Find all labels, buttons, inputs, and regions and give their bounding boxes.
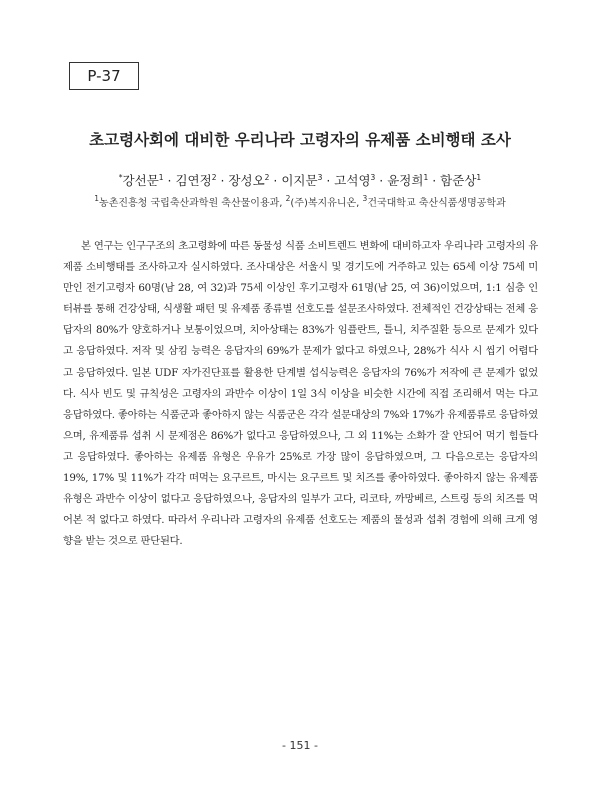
author-name: 강선문	[122, 173, 159, 188]
affiliation-number: 2	[285, 194, 291, 203]
author-name: 고석영	[334, 173, 371, 188]
author	[175, 173, 228, 188]
author	[334, 173, 387, 188]
author-separator: ·	[428, 173, 441, 188]
author-separator: ·	[163, 173, 176, 188]
author-name: 함준상	[440, 173, 477, 188]
corresponding-mark: *	[118, 173, 123, 182]
author	[387, 173, 440, 188]
author-affiliation-number: 3	[370, 173, 376, 182]
author-affiliation-number: 2	[264, 173, 270, 182]
author-affiliation-number: 3	[317, 173, 323, 182]
affiliation-text: 농촌진흥청 국립축산과학원 축산물이용과,	[99, 198, 286, 209]
author-separator: ·	[375, 173, 388, 188]
author	[119, 173, 176, 188]
page-number: - 151 -	[282, 739, 318, 752]
author-name: 김연정	[175, 173, 212, 188]
author	[440, 173, 481, 188]
author-separator: ·	[269, 173, 282, 188]
author-affiliation-number: 1	[423, 173, 429, 182]
author-affiliation-number: 1	[158, 173, 164, 182]
author	[228, 173, 281, 188]
paper-title: 초고령사회에 대비한 우리나라 고령자의 유제품 소비행태 조사	[89, 131, 511, 149]
affiliation	[285, 194, 363, 209]
author-name: 이지문	[281, 173, 318, 188]
author-affiliation-number: 2	[211, 173, 217, 182]
author-separator: ·	[216, 173, 229, 188]
author	[281, 173, 334, 188]
abstract-text: 본 연구는 인구구조의 초고령화에 따른 동물성 식품 소비트렌드 변화에 대비하고자 우리나라 고령자의 유제품 소비행태를 조사하고자 실시하였다. 조사대상은 서울시 및 경기도에 거주하고 있는 65세 이상 75세 미만인 전기고령자 60명(남 28, 여 32)과 75세 이상인 후기고령자 61명(남 25, 여 36)이었으며, 1:1 심층 인터뷰를 통해 건강상태, 식생활 패턴 및 유제품 종류별 선호도를 설문조사하였다. 전체적인 건강상태는 전체 응답자의 80%가 양호하거나 보통이었으며, 치아상태는 83%가 임플란트, 틀니, 치주질환 등으로 문제가 있다고 응답하였다. 저작 및 삼킴 능력은 응답자의 69%가 문제가 없다고 하였으나, 28%가 식사 시 씹기 어렵다고 응답하였다. 일본 UDF 자가진단표를 활용한 단계별 섭식능력은 응답자의 76%가 저작에 큰 문제가 없었다. 식사 빈도 및 규칙성은 고령자의 과반수 이상이 1일 3식 이상을 비슷한 시간에 직접 조리해서 먹는 다고 응답하였다. 좋아하는 식품군과 좋아하지 않는 식품군은 각각 설문대상의 7%와 17%가 유제품류로 응답하였으며, 유제품류 섭취 시 문제점은 86%가 없다고 응답하였으나, 그 외 11%는 소화가 잘 안되어 먹기 힘들다고 응답하였다. 좋아하는 유제품 유형은 우유가 25%로 가장 많이 응답하였으며, 그 다음으로는 응답자의 19%, 17% 및 11%가 각각 떠먹는 요구르트, 마시는 요구르트 및 치즈를 좋아하였다. 좋아하지 않는 유제품 유형은 과반수 이상이 없다고 응답하였으나, 응답자의 일부가 고다, 리코타, 까망베르, 스트링 등의 치즈를 먹어본 적 없다고 하였다. 따라서 우리나라 고령자의 유제품 선호도는 제품의 물성과 섭취 경험에 의해 크게 영향을 받는 것으로 판단된다.	[63, 240, 538, 548]
poster-id: P-37	[87, 67, 121, 85]
affiliation-text: 건국대학교 축산식품생명공학과	[367, 198, 506, 209]
author-affiliation-number: 1	[476, 173, 482, 182]
affiliation-text: (주)복지유니온,	[290, 198, 363, 209]
poster-id-box	[69, 62, 139, 90]
abstract	[63, 236, 538, 552]
author-separator: ·	[322, 173, 335, 188]
affiliation-number: 3	[362, 194, 368, 203]
affiliation	[362, 194, 506, 209]
author-name: 윤정희	[387, 173, 424, 188]
affiliation-number: 1	[94, 194, 100, 203]
affiliation	[94, 194, 286, 209]
affiliation-list	[0, 194, 600, 209]
author-list	[0, 171, 600, 189]
author-name: 장성오	[228, 173, 265, 188]
